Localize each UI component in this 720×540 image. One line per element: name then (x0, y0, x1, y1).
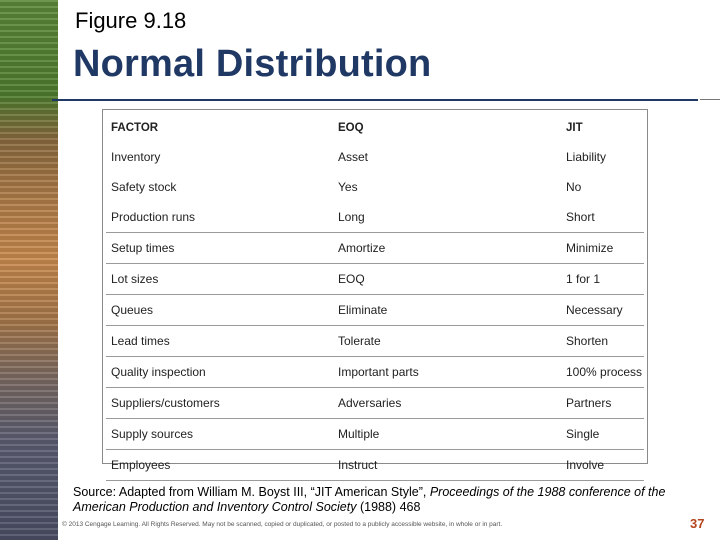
slide-title: Normal Distribution (73, 43, 432, 85)
source-prefix: Source: Adapted from William M. Boyst III, “JIT American Style”, (73, 485, 430, 499)
cell-eoq: EOQ (333, 264, 561, 295)
cell-factor: Inventory (111, 150, 161, 164)
cell-factor: Supply sources (106, 419, 333, 450)
table-header-row (106, 114, 644, 142)
column-header-eoq: EOQ (338, 122, 364, 134)
source-publication: Proceedings of the 1988 conference of the American Production and Inventory Control Society (73, 485, 666, 514)
figure-label: Figure 9.18 (75, 8, 187, 33)
cell-factor: Production runs (111, 210, 196, 224)
title-divider (52, 99, 698, 101)
column-header-jit: JIT (566, 122, 583, 134)
cell-eoq: Adversaries (333, 388, 561, 419)
cell-jit: Single (561, 419, 644, 450)
table-row (106, 326, 644, 357)
cell-factor: Employees (106, 450, 333, 481)
column-header-factor: FACTOR (111, 122, 159, 134)
decorative-side-image (0, 0, 58, 540)
table-row (106, 419, 644, 450)
table-row (106, 264, 644, 295)
cell-jit: Liability (566, 150, 607, 164)
cell-eoq: Multiple (333, 419, 561, 450)
cell-factor: Quality inspection (106, 357, 333, 388)
comparison-table (106, 114, 644, 481)
cell-jit: Shorten (561, 326, 644, 357)
copyright-notice: © 2013 Cengage Learning. All Rights Reserved. May not be scanned, copied or duplicated, or posted to a publicly accessible website, in whole or in part. (62, 521, 503, 528)
table-row (106, 450, 644, 481)
cell-jit: 100% process (561, 357, 644, 388)
cell-factor: Queues (106, 295, 333, 326)
cell-jit: Minimize (561, 233, 644, 264)
cell-jit: Involve (561, 450, 644, 481)
comparison-table-frame (102, 109, 648, 472)
table-row (106, 357, 644, 388)
table-row (106, 202, 644, 233)
cell-eoq: Yes (338, 180, 358, 194)
cell-eoq: Long (338, 210, 365, 224)
cell-factor: Lot sizes (106, 264, 333, 295)
cell-eoq: Amortize (333, 233, 561, 264)
table-row (106, 233, 644, 264)
source-suffix: (1988) 468 (356, 500, 421, 514)
cell-factor: Lead times (106, 326, 333, 357)
table-row (106, 295, 644, 326)
title-divider-tail (700, 99, 720, 100)
cell-jit: Partners (561, 388, 644, 419)
cell-factor: Suppliers/customers (106, 388, 333, 419)
table-row (106, 172, 644, 202)
cell-jit: 1 for 1 (561, 264, 644, 295)
table-row (106, 388, 644, 419)
cell-jit: Necessary (561, 295, 644, 326)
cell-eoq: Eliminate (333, 295, 561, 326)
cell-jit: No (566, 180, 582, 194)
cell-eoq: Instruct (333, 450, 561, 481)
cell-eoq: Important parts (333, 357, 561, 388)
page-number: 37 (690, 516, 705, 531)
cell-factor: Setup times (106, 233, 333, 264)
cell-jit: Short (566, 210, 595, 224)
cell-eoq: Asset (338, 150, 369, 164)
cell-factor: Safety stock (111, 180, 177, 194)
table-row (106, 142, 644, 172)
cell-eoq: Tolerate (333, 326, 561, 357)
source-citation (73, 485, 713, 515)
